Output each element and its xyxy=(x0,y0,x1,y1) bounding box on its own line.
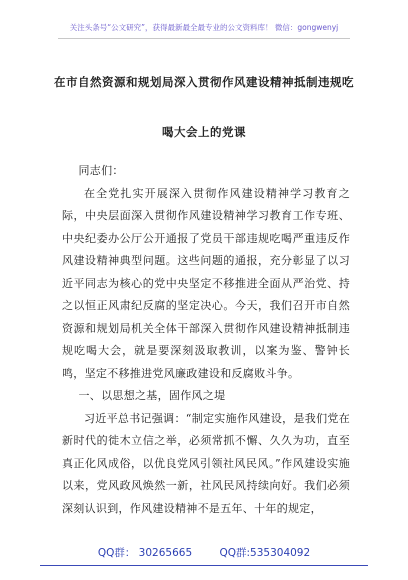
salutation: 同志们： xyxy=(78,164,124,177)
header-promo-note: 关注头条号“公文研究”，获得最新最全最专业的公文资料库！ 微信：gongwenyj xyxy=(69,23,339,32)
header-divider xyxy=(58,38,350,39)
paragraph-2: 习近平总书记强调：“制定实施作风建设，是我们党在新时代的徙木立信之举，必须常抓不懈、久久为功，直至真正化风成俗，以优良党风引领社风民风。”作风建设实施以来，党风政风焕然一新，社风民风持续向好。我们必须深刻认识到，作风建设精神不是五年、十年的规定， xyxy=(62,411,350,515)
footer-qq-group-1: QQ群： 30265665 xyxy=(97,547,193,559)
footer-divider xyxy=(40,565,368,566)
section-heading-1: 一、以思想之基，固作风之堤 xyxy=(78,389,226,402)
document-title-line2: 喝大会上的党课 xyxy=(162,125,246,139)
footer-contact xyxy=(0,545,408,560)
footer-qq-group-2: QQ群:535304092 xyxy=(219,547,311,559)
paragraph-1: 在全党扎实开展深入贯彻作风建设精神学习教育之际，中央层面深入贯彻作风建设精神学习教育工作专班、中央纪委办公厅公开通报了党员干部违规吃喝严重违反作风建设精神典型问题。这些问题的通报，充分彰显了以习近平同志为核心的党中央坚定不移推进全面从严治党、持之以恒正风肃纪反腐的坚定决心。今天，我们召开市自然资源和规划局机关全体干部深入贯彻作风建设精神抵制违规吃喝大会，就是要深刻汲取教训，以案为鉴、警钟长鸣，坚定不移推进党风廉政建设和反腐败斗争。 xyxy=(62,186,350,380)
document-title-line1: 在市自然资源和规划局深入贯彻作风建设精神抵制违规吃 xyxy=(54,75,354,89)
document-body xyxy=(62,160,350,520)
